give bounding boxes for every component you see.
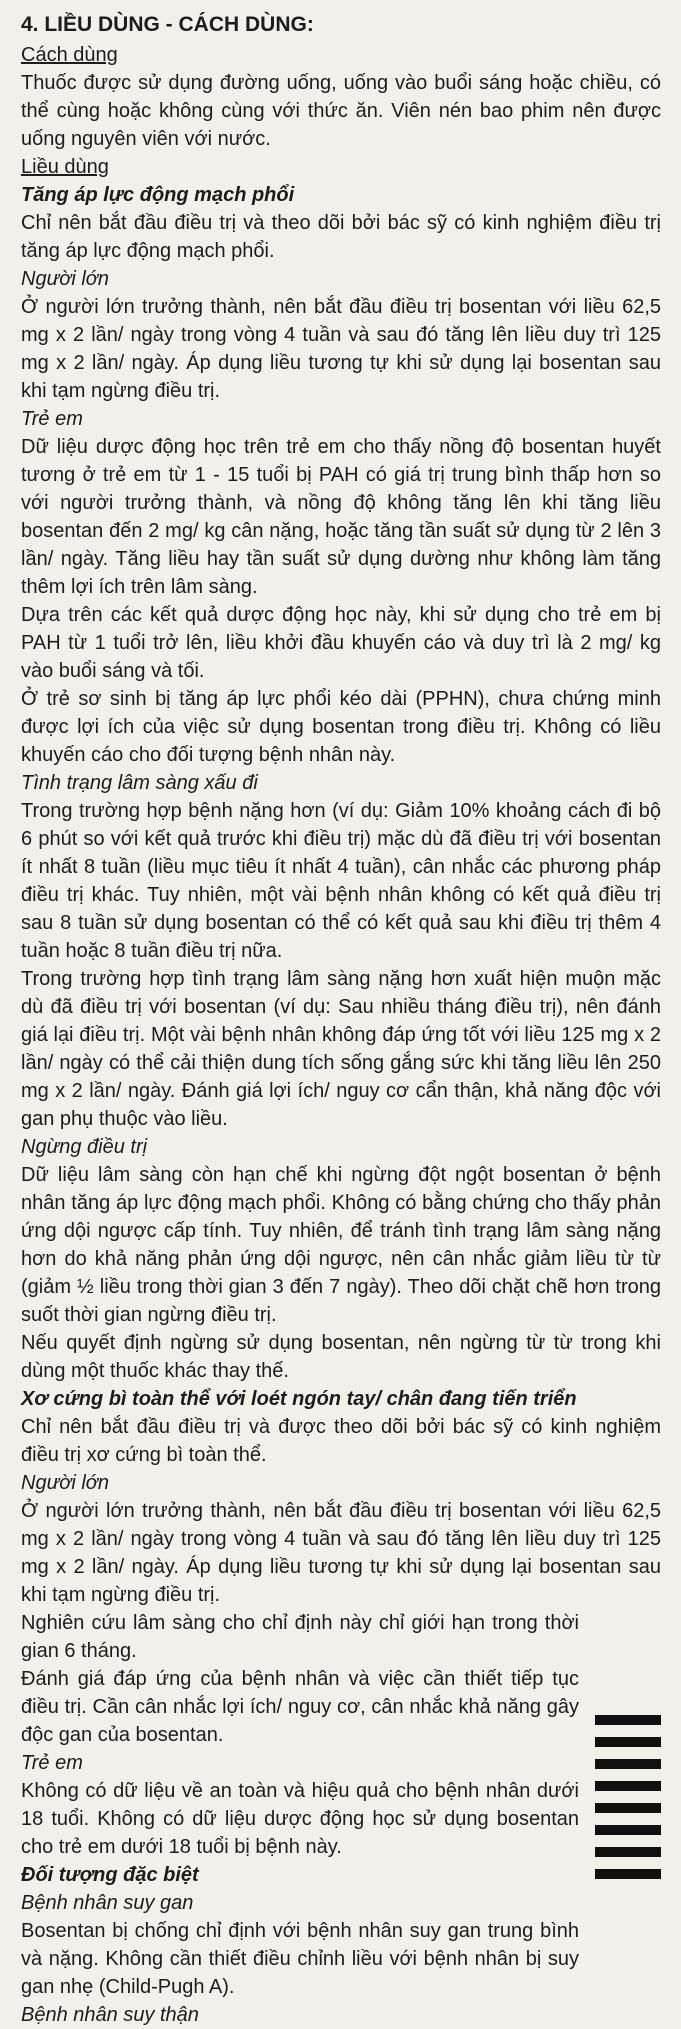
ssc-child-title: Trẻ em — [21, 1752, 83, 1774]
edge-stripe — [595, 1803, 661, 1813]
pah-title: Tăng áp lực động mạch phổi — [21, 184, 295, 206]
ssc-study-text: Nghiên cứu lâm sàng cho chỉ định này chỉ giới hạn trong thời gian 6 tháng. — [21, 1612, 579, 1662]
hepatic-impairment-title: Bệnh nhân suy gan — [21, 1892, 194, 1914]
edge-stripe — [595, 1737, 661, 1747]
special-populations-title: Đối tượng đặc biệt — [21, 1864, 199, 1886]
pah-discontinuation-paragraph-2: Nếu quyết định ngừng sử dụng bosentan, nên ngừng từ từ trong khi dùng một thuốc khác thay thế. — [21, 1332, 661, 1382]
administration-title: Cách dùng — [21, 44, 118, 66]
pah-child-paragraph-2: Dựa trên các kết quả dược động học này, khi sử dụng cho trẻ em bị PAH từ 1 tuổi trở lên, liều khởi đầu khuyến cáo và duy trì là 2 mg/ kg vào buổi sáng và tối. — [21, 604, 661, 682]
edge-stripe — [595, 1715, 661, 1725]
ssc-adult-text: Ở người lớn trưởng thành, nên bắt đầu điều trị bosentan với liều 62,5 mg x 2 lần/ ngày trong vòng 4 tuần và sau đó tăng lên liều duy trì 125 mg x 2 lần/ ngày. Áp dụng liều tương tự khi sử dụng lại bosentan sau khi tạm ngừng điều trị. — [21, 1500, 661, 1606]
pah-child-paragraph-1: Dữ liệu dược động học trên trẻ em cho thấy nồng độ bosentan huyết tương ở trẻ em từ 1 - 15 tuổi bị PAH có giá trị trung bình thấp hơn so với người trưởng thành, và nồng độ không tăng lên khi tăng liều bosentan đến 2 mg/ kg cân nặng, hoặc tăng tần suất sử dụng từ 2 lên 3 lần/ ngày. Tăng liều hay tần suất sử dụng dường như không làm tăng thêm lợi ích trên lâm sàng. — [21, 436, 661, 598]
administration-text: Thuốc được sử dụng đường uống, uống vào buổi sáng hoặc chiều, có thể cùng hoặc không cùng với thức ăn. Viên nén bao phim nên được uống nguyên viên với nước. — [21, 72, 661, 150]
pah-worsening-paragraph-2: Trong trường hợp tình trạng lâm sàng nặng hơn xuất hiện muộn mặc dù đã điều trị với bosentan (ví dụ: Sau nhiều tháng điều trị), nên đánh giá lại điều trị. Một vài bệnh nhân không đáp ứng tốt với liều 125 mg x 2 lần/ ngày có thể cải thiện dung tích sống gắng sức khi tăng liều lên 250 mg x 2 lần/ ngày. Đánh giá lợi ích/ nguy cơ cẩn thận, khả năng độc với gan phụ thuộc vào liều. — [21, 968, 661, 1130]
pah-child-title: Trẻ em — [21, 408, 83, 430]
edge-stripe — [595, 1869, 661, 1879]
pah-intro: Chỉ nên bắt đầu điều trị và theo dõi bởi bác sỹ có kinh nghiệm điều trị tăng áp lực động mạch phổi. — [21, 212, 661, 262]
edge-stripe — [595, 1847, 661, 1857]
pah-worsening-paragraph-1: Trong trường hợp bệnh nặng hơn (ví dụ: Giảm 10% khoảng cách đi bộ 6 phút so với kết quả trước khi điều trị) mặc dù đã điều trị với bosentan ít nhất 8 tuần (liều mục tiêu ít nhất 4 tuần), cân nhắc các phương pháp điều trị khác. Tuy nhiên, một vài bệnh nhân không có kết quả điều trị sau 8 tuần sử dụng bosentan có thể có kết quả sau khi điều trị thêm 4 tuần hoặc 8 tuần điều trị nữa. — [21, 800, 661, 962]
edge-stripes — [595, 1715, 661, 1895]
pah-adult-title: Người lớn — [21, 268, 109, 290]
pah-discontinuation-paragraph-1: Dữ liệu lâm sàng còn hạn chế khi ngừng đột ngột bosentan ở bệnh nhân tăng áp lực động mạch phổi. Không có bằng chứng cho thấy phản ứng dội ngược cấp tính. Tuy nhiên, để tránh tình trạng lâm sàng nặng hơn do khả năng phản ứng dội ngược, nên cân nhắc giảm liều từ từ (giảm ½ liều trong thời gian 3 đến 7 ngày). Theo dõi chặt chẽ hơn trong suốt thời gian ngừng điều trị. — [21, 1164, 661, 1326]
edge-stripe — [595, 1781, 661, 1791]
pah-child-paragraph-3: Ở trẻ sơ sinh bị tăng áp lực phổi kéo dài (PPHN), chưa chứng minh được lợi ích của việc sử dụng bosentan trong điều trị. Không có liều khuyến cáo cho đối tượng bệnh nhân này. — [21, 688, 661, 766]
pah-worsening-title: Tình trạng lâm sàng xấu đi — [21, 772, 258, 794]
dosage-title: Liều dùng — [21, 156, 109, 178]
hepatic-impairment-text: Bosentan bị chống chỉ định với bệnh nhân suy gan trung bình và nặng. Không cần thiết điều chỉnh liều với bệnh nhân bị suy gan nhẹ (Child-Pugh A). — [21, 1920, 579, 1998]
edge-stripe — [595, 1825, 661, 1835]
ssc-adult-title: Người lớn — [21, 1472, 109, 1494]
ssc-evaluation-text: Đánh giá đáp ứng của bệnh nhân và việc cần thiết tiếp tục điều trị. Cần cân nhắc lợi ích/ nguy cơ, cân nhắc khả năng gây độc gan của bosentan. — [21, 1668, 579, 1746]
ssc-intro: Chỉ nên bắt đầu điều trị và được theo dõi bởi bác sỹ có kinh nghiệm điều trị xơ cứng bì toàn thể. — [21, 1416, 661, 1466]
ssc-title: Xơ cứng bì toàn thể với loét ngón tay/ chân đang tiến triển — [21, 1388, 577, 1410]
renal-impairment-title: Bệnh nhân suy thận — [21, 2004, 199, 2026]
edge-stripe — [595, 1759, 661, 1769]
leaflet-content — [21, 10, 661, 2029]
pah-adult-text: Ở người lớn trưởng thành, nên bắt đầu điều trị bosentan với liều 62,5 mg x 2 lần/ ngày trong vòng 4 tuần và sau đó tăng lên liều duy trì 125 mg x 2 lần/ ngày. Áp dụng liều tương tự khi sử dụng lại bosentan sau khi tạm ngừng điều trị. — [21, 296, 661, 402]
pah-discontinuation-title: Ngừng điều trị — [21, 1136, 148, 1158]
ssc-child-text: Không có dữ liệu về an toàn và hiệu quả cho bệnh nhân dưới 18 tuổi. Không có dữ liệu dược động học sử dụng bosentan cho trẻ em dưới 18 tuổi bị bệnh này. — [21, 1780, 579, 1858]
section-heading: 4. LIỀU DÙNG - CÁCH DÙNG: — [21, 13, 314, 36]
